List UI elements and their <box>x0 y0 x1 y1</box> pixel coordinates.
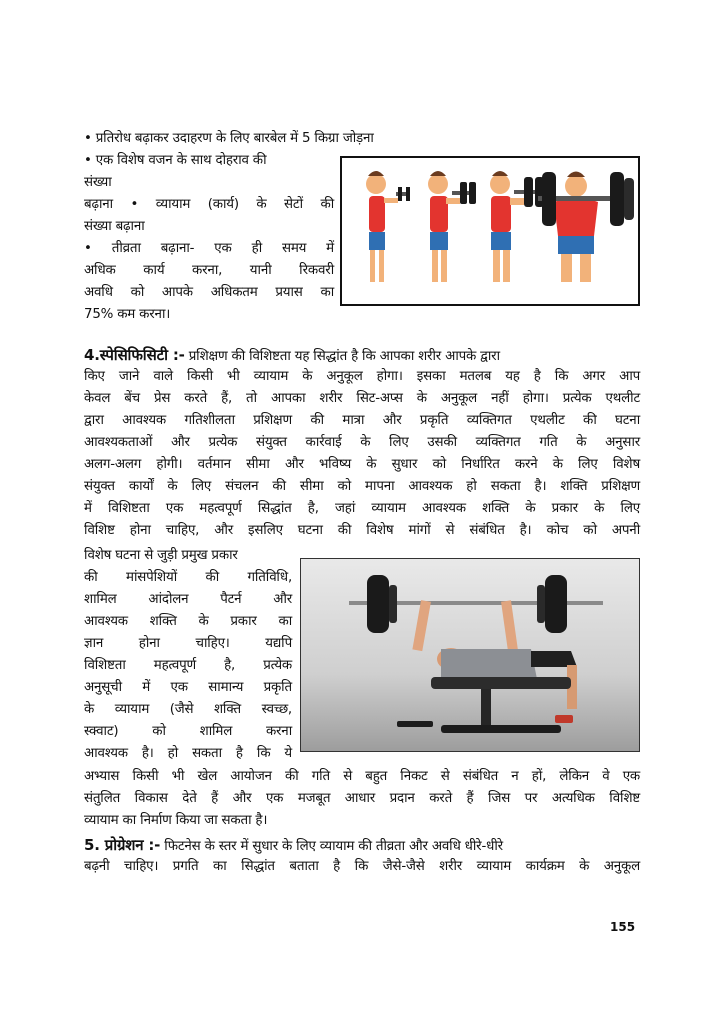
bullet-line-9: 75% कम करना। <box>84 307 171 322</box>
side-line-8: के व्यायाम (जैसे शक्ति स्वच्छ, <box>84 702 292 717</box>
lifter-figure-3 <box>490 171 544 282</box>
bullet-line-3: संख्या <box>84 175 112 190</box>
lifter-figure-2 <box>428 171 476 282</box>
bench-press-photo <box>300 558 640 752</box>
progression-first-line <box>84 834 644 858</box>
bullet-line-6: • तीव्रता बढ़ाना- एक ही समय में <box>84 241 334 256</box>
specificity-line-9: विशिष्ट होना चाहिए, और इसलिए घटना की विशेष मांगों से संबंधित है। कोच को अपनी <box>84 523 640 538</box>
specificity-first-line <box>84 344 644 368</box>
specificity-line-6: अलग-अलग होगी। वर्तमान सीमा और भविष्य के सुधार को निर्धारित करने के लिए विशेष <box>84 457 640 472</box>
bullet-line-1: • प्रतिरोध बढ़ाकर उदाहरण के लिए बारबेल में 5 किग्रा जोड़ना <box>84 131 374 146</box>
tail-line-1: अभ्यास किसी भी खेल आयोजन की गति से बहुत निकट से संबंधित न हों, लेकिन वे एक <box>84 769 640 784</box>
specificity-line-2: किए जाने वाले किसी भी व्यायाम के अनुकूल होगा। इसका मतलब यह है कि अगर आप <box>84 369 640 384</box>
side-line-2: की मांसपेशियों की गतिविधि, <box>84 570 292 585</box>
specificity-line-7: संयुक्त कार्यों के लिए संचलन की सीमा को मापना आवश्यक हो सकता है। शक्ति प्रशिक्षण <box>84 479 640 494</box>
side-line-1: विशेष घटना से जुड़ी प्रमुख प्रकार <box>84 548 238 563</box>
specificity-heading: 4.स्पेसिफिसिटी :- <box>84 346 185 364</box>
progressive-overload-illustration <box>340 156 640 306</box>
side-line-5: ज्ञान होना चाहिए। यद्यपि <box>84 636 292 651</box>
lifter-figure-4 <box>538 172 634 283</box>
bullet-line-8: अवधि को आपके अधिकतम प्रयास का <box>84 285 334 300</box>
progression-heading: 5. प्रोग्रेशन :- <box>84 836 161 854</box>
tail-line-3: व्यायाम का निर्माण किया जा सकता है। <box>84 813 268 828</box>
page-number: 155 <box>610 920 636 934</box>
side-line-10: आवश्यक है। हो सकता है कि ये <box>84 746 292 761</box>
bullet-line-2: • एक विशेष वजन के साथ दोहराव की <box>84 153 267 168</box>
side-line-9: स्क्वाट) को शामिल करना <box>84 724 292 739</box>
tail-line-2: संतुलित विकास देते हैं और एक मजबूत आधार प्रदान करते हैं जिस पर अत्यधिक विशिष्ट <box>84 791 640 806</box>
bullet-line-7: अधिक कार्य करना, यानी रिकवरी <box>84 263 334 278</box>
bullet-line-4: बढ़ाना • व्यायाम (कार्य) के सेटों की <box>84 197 334 212</box>
specificity-line-1: प्रशिक्षण की विशिष्टता यह सिद्धांत है कि आपका शरीर आपके द्वारा <box>188 349 500 364</box>
specificity-line-8: में विशिष्टता एक महत्वपूर्ण सिद्धांत है, जहां व्यायाम आवश्यक शक्ति के प्रकार के लिए <box>84 501 640 516</box>
side-line-4: आवश्यक शक्ति के प्रकार का <box>84 614 292 629</box>
bullet-line-5: संख्या बढ़ाना <box>84 219 145 234</box>
side-line-6: विशिष्टता महत्वपूर्ण है, प्रत्येक <box>84 658 292 673</box>
progression-line-2: बढ़नी चाहिए। प्रगति का सिद्धांत बताता है कि जैसे-जैसे शरीर व्यायाम कार्यक्रम के अनुकूल <box>84 859 640 874</box>
specificity-line-3: केवल बेंच प्रेस करते हैं, तो आपका शरीर सिट-अप्स के अनुकूल नहीं होगा। प्रत्येक एथलीट <box>84 391 640 406</box>
bench-press-svg <box>301 559 639 751</box>
side-line-3: शामिल आंदोलन पैटर्न और <box>84 592 292 607</box>
side-line-7: अनुसूची में एक सामान्य प्रकृति <box>84 680 292 695</box>
lifter-figure-1 <box>366 171 410 282</box>
specificity-line-4: द्वारा आवश्यक गतिशीलता प्रशिक्षण की मात्रा और प्रकृति व्यक्तिगत एथलीट की घटना <box>84 413 640 428</box>
weightlifter-cartoon-svg <box>342 158 638 304</box>
progression-line-1: फिटनेस के स्तर में सुधार के लिए व्यायाम की तीव्रता और अवधि धीरे-धीरे <box>164 839 503 854</box>
specificity-line-5: आवश्यकताओं और प्रत्येक संयुक्त कार्रवाई के लिए उसकी व्यक्तिगत गति के अनुसार <box>84 435 640 450</box>
